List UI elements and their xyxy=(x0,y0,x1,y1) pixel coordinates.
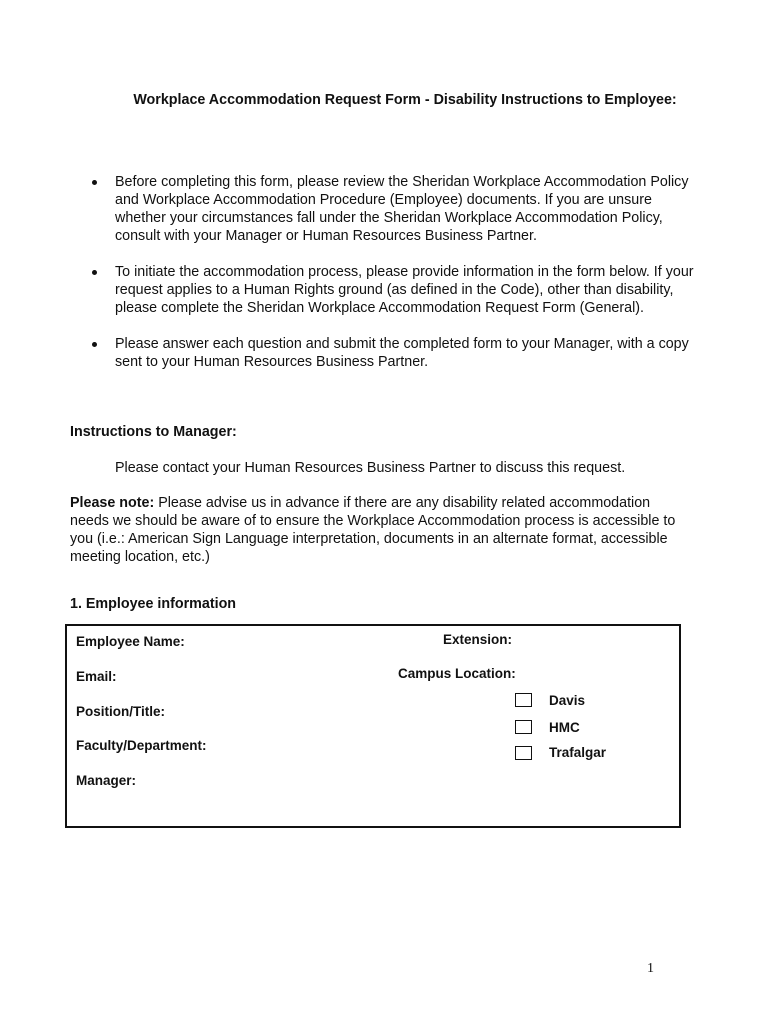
list-item: Before completing this form, please review the Sheridan Workplace Accommodation Policy and Workplace Accommodation Procedure (Employee) documents. If you are unsure whether your circumstances fall under the Sheridan Workplace Accommodation Policy, consult with your Manager or Human Resources Business Partner. xyxy=(74,173,694,245)
manager-label: Manager: xyxy=(76,773,137,788)
hmc-checkbox[interactable] xyxy=(515,720,532,734)
employee-info-box xyxy=(65,624,681,828)
trafalgar-label: Trafalgar xyxy=(549,745,607,760)
employee-name-label: Employee Name: xyxy=(76,634,185,649)
bullet-icon xyxy=(92,342,97,347)
list-item: Please answer each question and submit the completed form to your Manager, with a copy sent to your Human Resources Business Partner. xyxy=(74,335,694,371)
section-heading: 1. Employee information xyxy=(70,596,237,612)
bullet-icon xyxy=(92,180,97,185)
list-item: To initiate the accommodation process, please provide information in the form below. If your request applies to a Human Rights ground (as defined in the Code), other than disability, please complete the Sheridan Workplace Accommodation Request Form (General). xyxy=(74,263,694,317)
manager-heading: Instructions to Manager: xyxy=(70,424,237,440)
position-label: Position/Title: xyxy=(76,704,166,719)
page-number: 1 xyxy=(647,961,654,976)
manager-instructions: Please contact your Human Resources Business Partner to discuss this request. xyxy=(115,460,626,476)
note-text: Please advise us in advance if there are any disability related accommodation needs we should be aware of to ensure the Workplace Accommodation process is accessible to you (i.e.: American Sign Language interpretation, documents in an alternate format, accessible meeting location, etc.) xyxy=(70,495,676,565)
trafalgar-checkbox[interactable] xyxy=(515,746,532,760)
davis-label: Davis xyxy=(549,693,586,708)
davis-checkbox[interactable] xyxy=(515,693,532,707)
faculty-label: Faculty/Department: xyxy=(76,738,207,753)
bullet-icon xyxy=(92,270,97,275)
page-title: Workplace Accommodation Request Form - Disability Instructions to Employee: xyxy=(133,92,677,108)
campus-location-label: Campus Location: xyxy=(398,666,516,681)
instruction-list xyxy=(74,173,694,389)
email-label: Email: xyxy=(76,669,117,684)
note-label: Please note: xyxy=(70,495,155,511)
please-note xyxy=(70,494,680,566)
hmc-label: HMC xyxy=(549,720,580,735)
extension-label: Extension: xyxy=(443,632,513,647)
